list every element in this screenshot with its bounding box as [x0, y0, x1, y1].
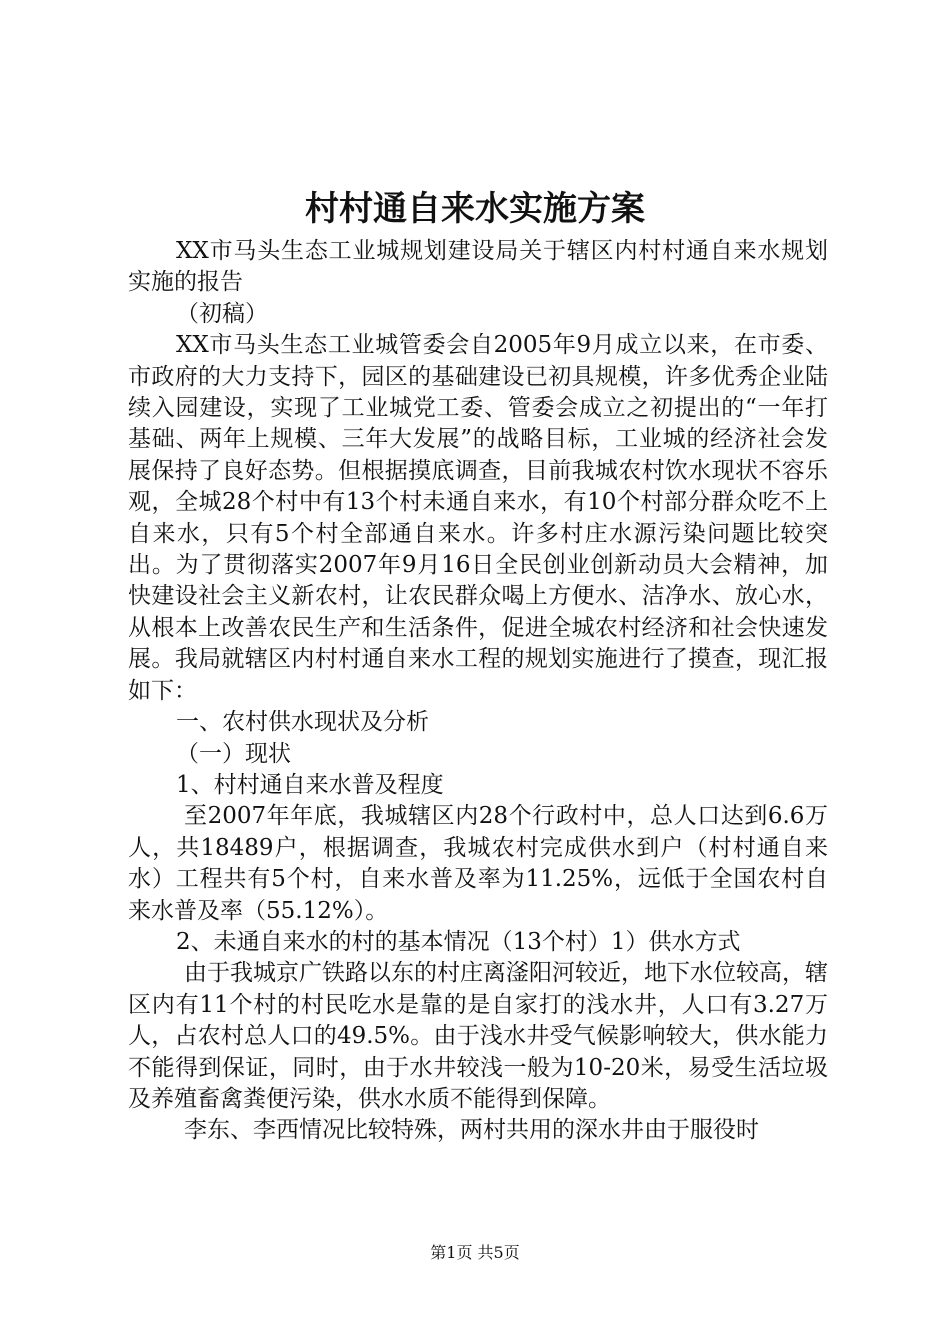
page-footer: 第1页 共5页	[430, 1243, 520, 1262]
paragraph: XX市马头生态工业城规划建设局关于辖区内村村通自来水规划实施的报告	[128, 238, 828, 296]
document-body	[128, 236, 828, 1147]
paragraph: （初稿）	[176, 300, 268, 327]
page-title: 村村通自来水实施方案	[305, 189, 645, 229]
item-heading: 2、未通自来水的村的基本情况（13个村）1）供水方式	[176, 928, 741, 955]
paragraph: 至2007年年底，我城辖区内28个行政村中，总人口达到6.6万人，共18489户，根据调查，我城农村完成供水到户（村村通自来水）工程共有5个村，自来水普及率为11.25%，远低于全国农村自来水普及率（55.12%）。	[128, 803, 828, 924]
paragraph: 李东、李西情况比较特殊，两村共用的深水井由于服役时	[184, 1117, 759, 1144]
item-heading: 1、村村通自来水普及程度	[176, 771, 444, 798]
subsection-heading: （一）现状	[176, 740, 291, 767]
section-heading: 一、农村供水现状及分析	[176, 709, 429, 736]
paragraph: 由于我城京广铁路以东的村庄离滏阳河较近，地下水位较高，辖区内有11个村的村民吃水是靠的是自家打的浅水井，人口有3.27万人，占农村总人口的49.5%。由于浅水井受气候影响较大，供水能力不能得到保证，同时，由于水井较浅一般为10-20米，易受生活垃圾及养殖畜禽粪便污染，供水水质不能得到保障。	[128, 960, 828, 1112]
paragraph: XX市马头生态工业城管委会自2005年9月成立以来，在市委、市政府的大力支持下，园区的基础建设已初具规模，许多优秀企业陆续入园建设，实现了工业城党工委、管委会成立之初提出的“一年打基础、两年上规模、三年大发展”的战略目标，工业城的经济社会发展保持了良好态势。但根据摸底调查，目前我城农村饮水现状不容乐观，全城28个村中有13个村未通自来水，有10个村部分群众吃不上自来水，只有5个村全部通自来水。许多村庄水源污染问题比较突出。为了贯彻落实2007年9月16日全民创业创新动员大会精神，加快建设社会主义新农村，让农民群众喝上方便水、洁净水、放心水，从根本上改善农民生产和生活条件，促进全城农村经济和社会快速发展。我局就辖区内村村通自来水工程的规划实施进行了摸查，现汇报如下：	[128, 332, 828, 704]
